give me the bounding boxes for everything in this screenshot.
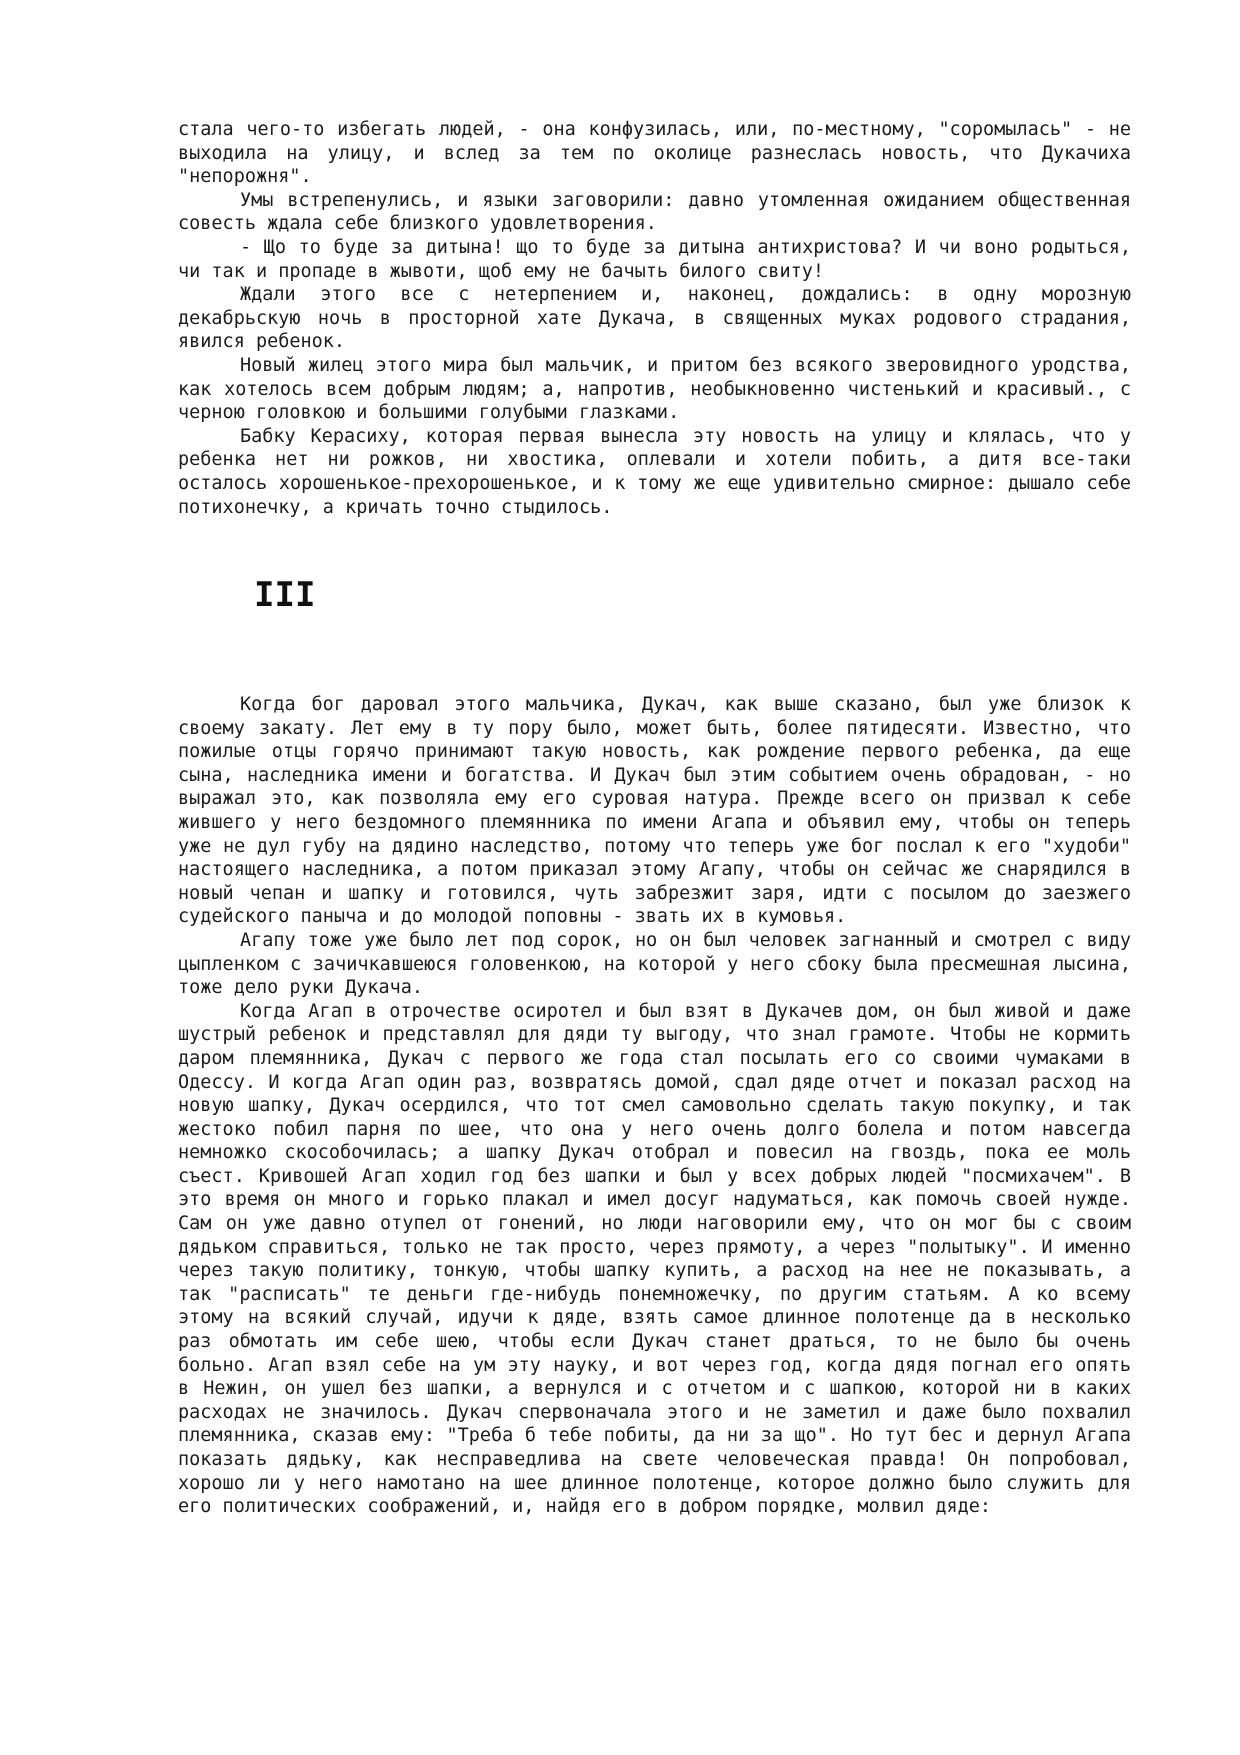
paragraph: Новый жилец этого мира был мальчик, и притом без всякого зверовидного уродства, как хотелось всем добрым людям; а, напротив, необыкновенно чистенький и красивый., с черною головкою и большими голубыми глазками. <box>178 354 1131 424</box>
paragraph: Когда Агап в отрочестве осиротел и был взят в Дукачев дом, он был живой и даже шустрый ребенок и представлял для дяди ту выгоду, что знал грамоте. Чтобы не кормить даром племянника, Дукач с первого же года стал посылать его со своими чумаками в Одессу. И когда Агап один раз, возвратясь домой, сдал дяде отчет и показал расход на новую шапку, Дукач осердился, что тот смел самовольно сделать такую покупку, и так жестоко побил парня по шее, что она у него очень долго болела и потом навсегда немножко скособочилась; а шапку Дукач отобрал и повесил на гвоздь, пока ее моль съест. Кривошей Агап ходил год без шапки и был у всех добрых людей "посмихачем". В это время он много и горько плакал и имел досуг надуматься, как помочь своей нужде. Сам он уже давно отупел от гонений, но люди наговорили ему, что он мог бы с своим дядьком справиться, только не так просто, через прямоту, а через "полытыку". И именно через такую политику, тонкую, чтобы шапку купить, а расход на нее не показывать, а так "расписать" те деньги где-нибудь понемножечку, по другим статьям. А ко всему этому на всякий случай, идучи к дяде, взять самое длинное полотенце да в несколько раз обмотать им себе шею, чтобы если Дукач станет драться, то не было бы очень больно. Агап взял себе на ум эту науку, и вот через год, когда дядя погнал его опять в Нежин, он ушел без шапки, а вернулся и с отчетом и с шапкою, которой ни в каких расходах не значилось. Дукач спервоначала этого и не заметил и даже было похвалил племянника, сказав ему: "Треба б тебе побиты, да ни за що". Но тут бес и дернул Агапа показать дядьку, как несправедлива на свете человеческая правда! Он попробовал, хорошо ли у него намотано на шее длинное полотенце, которое должно было служить для его политических соображений, и, найдя его в добром порядке, молвил дяде: <box>178 1000 1131 1518</box>
paragraph: Агапу тоже уже было лет под сорок, но он был человек загнанный и смотрел с виду цыпленком с зачичкавшеюся головенкою, на которой у него сбоку была пресмешная лысина, тоже дело руки Дукача. <box>178 929 1131 999</box>
paragraph: - Що то буде за дитына! що то буде за дитына антихристова? И чи воно родыться, чи так и пропаде в жывоти, щоб ему не бачыть билого свиту! <box>178 236 1131 282</box>
paragraph: Умы встрепенулись, и языки заговорили: давно утомленная ожиданием общественная совесть ждала себе близкого удовлетворения. <box>178 189 1131 235</box>
chapter-heading: III <box>254 575 316 615</box>
text-section-2 <box>178 693 1131 1519</box>
paragraph: стала чего-то избегать людей, - она конфузилась, или, по-местному, "соромылась" - не выходила на улицу, и вслед за тем по околице разнеслась новость, что Дукачиха "непорожня". <box>178 119 1131 188</box>
paragraph: Ждали этого все с нетерпением и, наконец, дождались: в одну морозную декабрьскую ночь в просторной хате Дукача, в священных муках родового страдания, явился ребенок. <box>178 284 1131 353</box>
paragraph: Бабку Керасиху, которая первая вынесла эту новость на улицу и клялась, что у ребенка нет ни рожков, ни хвостика, оплевали и хотели побить, а дитя все-таки осталось хорошенькое-прехорошенькое, и к тому же еще удивительно смирное: дышало себе потихонечку, а кричать точно стыдилось. <box>178 425 1131 518</box>
paragraph: Когда бог даровал этого мальчика, Дукач, как выше сказано, был уже близок к своему закату. Лет ему в ту пору было, может быть, более пятидесяти. Известно, что пожилые отцы горячо принимают такую новость, как рождение первого ребенка, да еще сына, наследника имени и богатства. И Дукач был этим событием очень обрадован, - но выражал это, как позволяла ему его суровая натура. Прежде всего он призвал к себе жившего у него бездомного племянника по имени Агапа и объявил ему, чтобы он теперь уже не дул губу на дядино наследство, потому что теперь уже бог послал к его "худоби" настоящего наследника, а потом приказал этому Агапу, чтобы он сейчас же снарядился в новый чепан и шапку и готовился, чуть забрезжит заря, идти с посылом до заезжего судейского паныча и до молодой поповны - звать их в кумовья. <box>178 694 1131 928</box>
text-section-1 <box>178 118 1131 519</box>
